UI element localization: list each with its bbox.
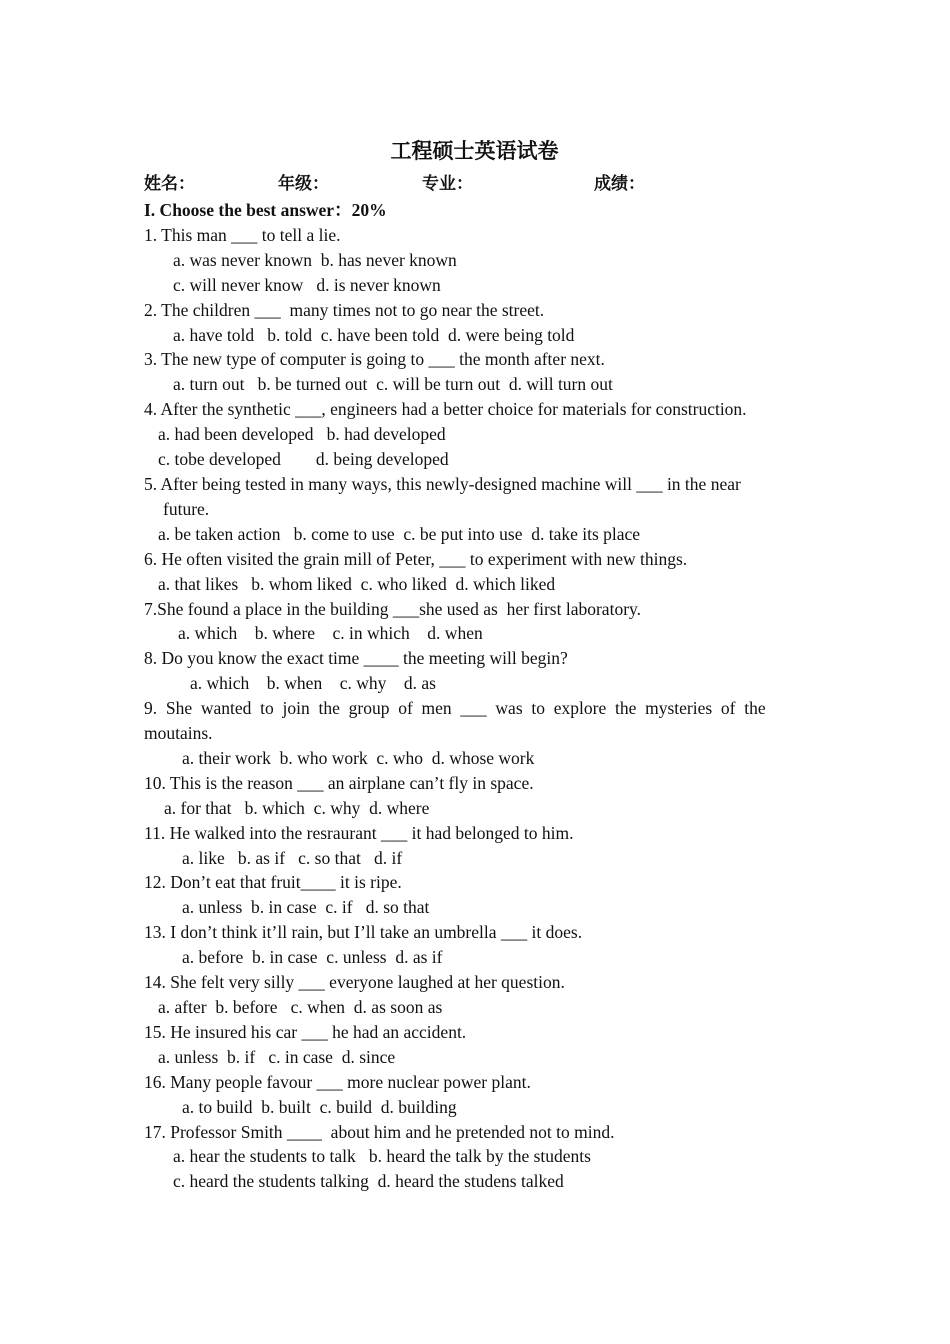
question-13: 13. I don’t think it’ll rain, but I’ll take an umbrella ___ it does. bbox=[144, 922, 583, 943]
question-1-options-ab: a. was never known b. has never known bbox=[173, 249, 457, 270]
question-16-options: a. to build b. built c. build d. building bbox=[182, 1096, 457, 1117]
question-12-options: a. unless b. in case c. if d. so that bbox=[182, 897, 430, 918]
question-5: 5. After being tested in many ways, this newly-designed machine will ___ in the near bbox=[144, 473, 741, 494]
question-17: 17. Professor Smith ____ about him and he pretended not to mind. bbox=[144, 1121, 615, 1142]
question-16: 16. Many people favour ___ more nuclear power plant. bbox=[144, 1071, 531, 1092]
question-10: 10. This is the reason ___ an airplane can’t fly in space. bbox=[144, 772, 534, 793]
question-4: 4. After the synthetic ___, engineers had a better choice for materials for construction. bbox=[144, 399, 747, 420]
question-4-options-ab: a. had been developed b. had developed bbox=[158, 424, 446, 445]
question-15-options: a. unless b. if c. in case d. since bbox=[158, 1046, 396, 1067]
question-5-options: a. be taken action b. come to use c. be put into use d. take its place bbox=[158, 523, 641, 544]
question-14-options: a. after b. before c. when d. as soon as bbox=[158, 997, 443, 1017]
question-14: 14. She felt very silly ___ everyone laughed at her question. bbox=[144, 972, 565, 993]
question-10-options: a. for that b. which c. why d. where bbox=[164, 797, 430, 818]
question-9: 9. She wanted to join the group of men ___ was to explore the mysteries of the bbox=[144, 698, 766, 719]
question-17-options-cd: c. heard the students talking d. heard the studens talked bbox=[173, 1171, 564, 1192]
question-11-options: a. like b. as if c. so that d. if bbox=[182, 847, 403, 868]
score-label: 成绩： bbox=[594, 174, 645, 194]
question-11: 11. He walked into the resraurant ___ it had belonged to him. bbox=[144, 822, 574, 843]
grade-label: 年级： bbox=[278, 174, 329, 194]
exam-content bbox=[144, 136, 805, 1194]
exam-title: 工程硕士英语试卷 bbox=[390, 139, 559, 163]
question-9-continued: moutains. bbox=[144, 723, 213, 744]
question-15: 15. He insured his car ___ he had an accident. bbox=[144, 1021, 467, 1042]
question-1-options-cd: c. will never know d. is never known bbox=[173, 274, 441, 295]
question-7-options: a. which b. where c. in which d. when bbox=[178, 623, 483, 644]
question-8: 8. Do you know the exact time ____ the meeting will begin? bbox=[144, 648, 568, 669]
question-3: 3. The new type of computer is going to ___ the month after next. bbox=[144, 349, 605, 370]
major-label: 专业： bbox=[422, 174, 473, 194]
question-9-options: a. their work b. who work c. who d. whose work bbox=[182, 747, 535, 768]
question-8-options: a. which b. when c. why d. as bbox=[190, 673, 436, 694]
section-heading: I. Choose the best answer：20% bbox=[144, 200, 387, 220]
question-13-options: a. before b. in case c. unless d. as if bbox=[182, 947, 443, 968]
question-2-options: a. have told b. told c. have been told d. were being told bbox=[173, 324, 575, 345]
question-7: 7.She found a place in the building ___she used as her first laboratory. bbox=[144, 598, 642, 619]
name-label: 姓名： bbox=[144, 174, 195, 194]
question-12: 12. Don’t eat that fruit____ it is ripe. bbox=[144, 872, 402, 893]
student-info-row bbox=[144, 170, 805, 198]
question-4-options-cd: c. tobe developed d. being developed bbox=[158, 449, 449, 470]
question-1: 1. This man ___ to tell a lie. bbox=[144, 224, 341, 245]
question-2: 2. The children ___ many times not to go near the street. bbox=[144, 299, 545, 320]
question-6-options: a. that likes b. whom liked c. who liked d. which liked bbox=[158, 573, 556, 594]
question-5-continued: future. bbox=[163, 498, 210, 519]
question-6: 6. He often visited the grain mill of Peter, ___ to experiment with new things. bbox=[144, 548, 688, 569]
question-17-options-ab: a. hear the students to talk b. heard the talk by the students bbox=[173, 1146, 591, 1167]
question-3-options: a. turn out b. be turned out c. will be turn out d. will turn out bbox=[173, 374, 613, 395]
